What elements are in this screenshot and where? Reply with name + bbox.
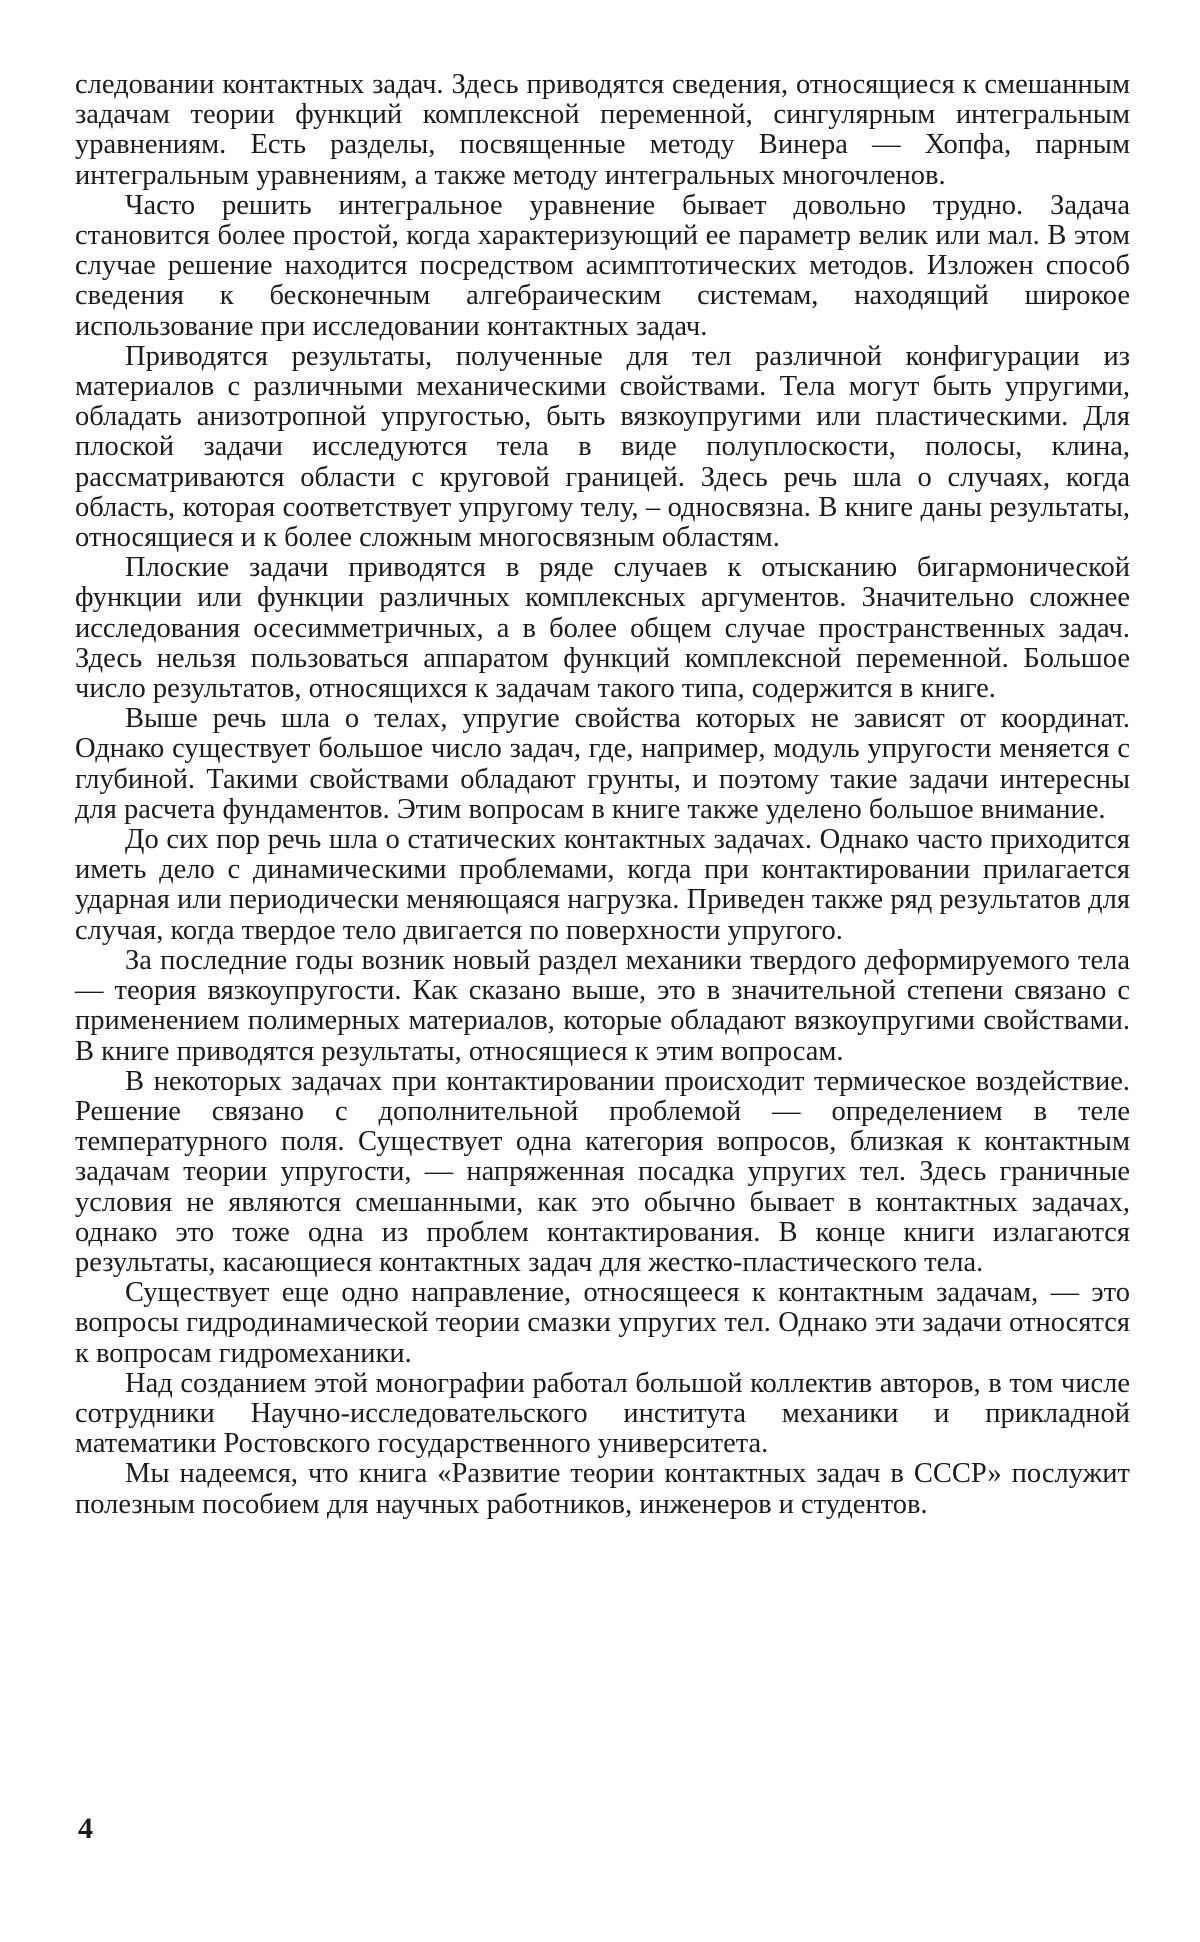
paragraph-7: За последние годы возник новый раздел механики твердого деформируемого тела — теория вязкоупругости. Как сказано выше, это в значительной степени связано с применением полимерных материалов, которые обладают вязкоупругими свойствами. В книге приводятся результаты, относящиеся к этим вопросам. — [75, 944, 1130, 1067]
paragraph-10: Над созданием этой монографии работал большой коллектив авторов, в том числе сотрудники Научно-исследовательского института механики и прикладной математики Ростовского государственного университета. — [75, 1367, 1130, 1460]
page-number: 4 — [78, 1812, 93, 1845]
paragraph-5: Выше речь шла о телах, упругие свойства которых не зависят от координат. Однако существует большое число задач, где, например, модуль упругости меняется с глубиной. Такими свойствами обладают грунты, и поэтому такие задачи интересны для расчета фундаментов. Этим вопросам в книге также уделено большое внимание. — [75, 703, 1130, 825]
paragraph-3: Приводятся результаты, полученные для тел различной конфигурации из материалов с различными механическими свойствами. Тела могут быть упругими, обладать анизотропной упругостью, быть вязкоупругими или пластическими. Для плоской задачи исследуются тела в виде полуплоскости, полосы, клина, рассматриваются области с круговой границей. Здесь речь шла о случаях, когда область, которая соответствует упругому телу, – односвязна. В книге даны результаты, относящиеся и к более сложным многосвязным областям. — [75, 340, 1130, 554]
paragraph-4: Плоские задачи приводятся в ряде случаев к отысканию бигармонической функции или функции различных комплексных аргументов. Значительно сложнее исследования осесимметричных, а в более общем случае пространственных задач. Здесь нельзя пользоваться аппаратом функций комплексной переменной. Большое число результатов, относящихся к задачам такого типа, содержится в книге. — [75, 552, 1130, 705]
paragraph-1: следовании контактных задач. Здесь приводятся сведения, относящиеся к смешанным задачам теории функций комплексной переменной, сингулярным интегральным уравнениям. Есть разделы, посвященные методу Винера — Хопфа, парным интегральным уравнениям, а также методу интегральных многочленов. — [75, 69, 1130, 191]
paragraph-6: До сих пор речь шла о статических контактных задачах. Однако часто приходится иметь дело с динамическими проблемами, когда при контактировании прилагается ударная или периодически меняющаяся нагрузка. Приведен также ряд результатов для случая, когда твердое тело двигается по поверхности упругого. — [75, 824, 1130, 946]
paragraph-11: Мы надеемся, что книга «Развитие теории контактных задач в СССР» послужит полезным пособием для научных работников, инженеров и студентов. — [75, 1458, 1130, 1520]
paragraph-8: В некоторых задачах при контактировании происходит термическое воздействие. Решение связано с дополнительной проблемой — определением в теле температурного поля. Существует одна категория вопросов, близкая к контактным задачам теории упругости, — напряженная посадка упругих тел. Здесь граничные условия не являются смешанными, как это обычно бывает в контактных задачах, однако это тоже одна из проблем контактирования. В конце книги излагаются результаты, касающиеся контактных задач для жестко-пластического тела. — [75, 1065, 1130, 1278]
page-text — [75, 70, 1130, 1520]
paragraph-2: Часто решить интегральное уравнение бывает довольно трудно. Задача становится более простой, когда характеризующий ее параметр велик или мал. В этом случае решение находится посредством асимптотических методов. Изложен способ сведения к бесконечным алгебраическим системам, находящий широкое использование при исследовании контактных задач. — [75, 189, 1130, 342]
paragraph-9: Существует еще одно направление, относящееся к контактным задачам, — это вопросы гидродинамической теории смазки упругих тел. Однако эти задачи относятся к вопросам гидромеханики. — [75, 1277, 1130, 1369]
